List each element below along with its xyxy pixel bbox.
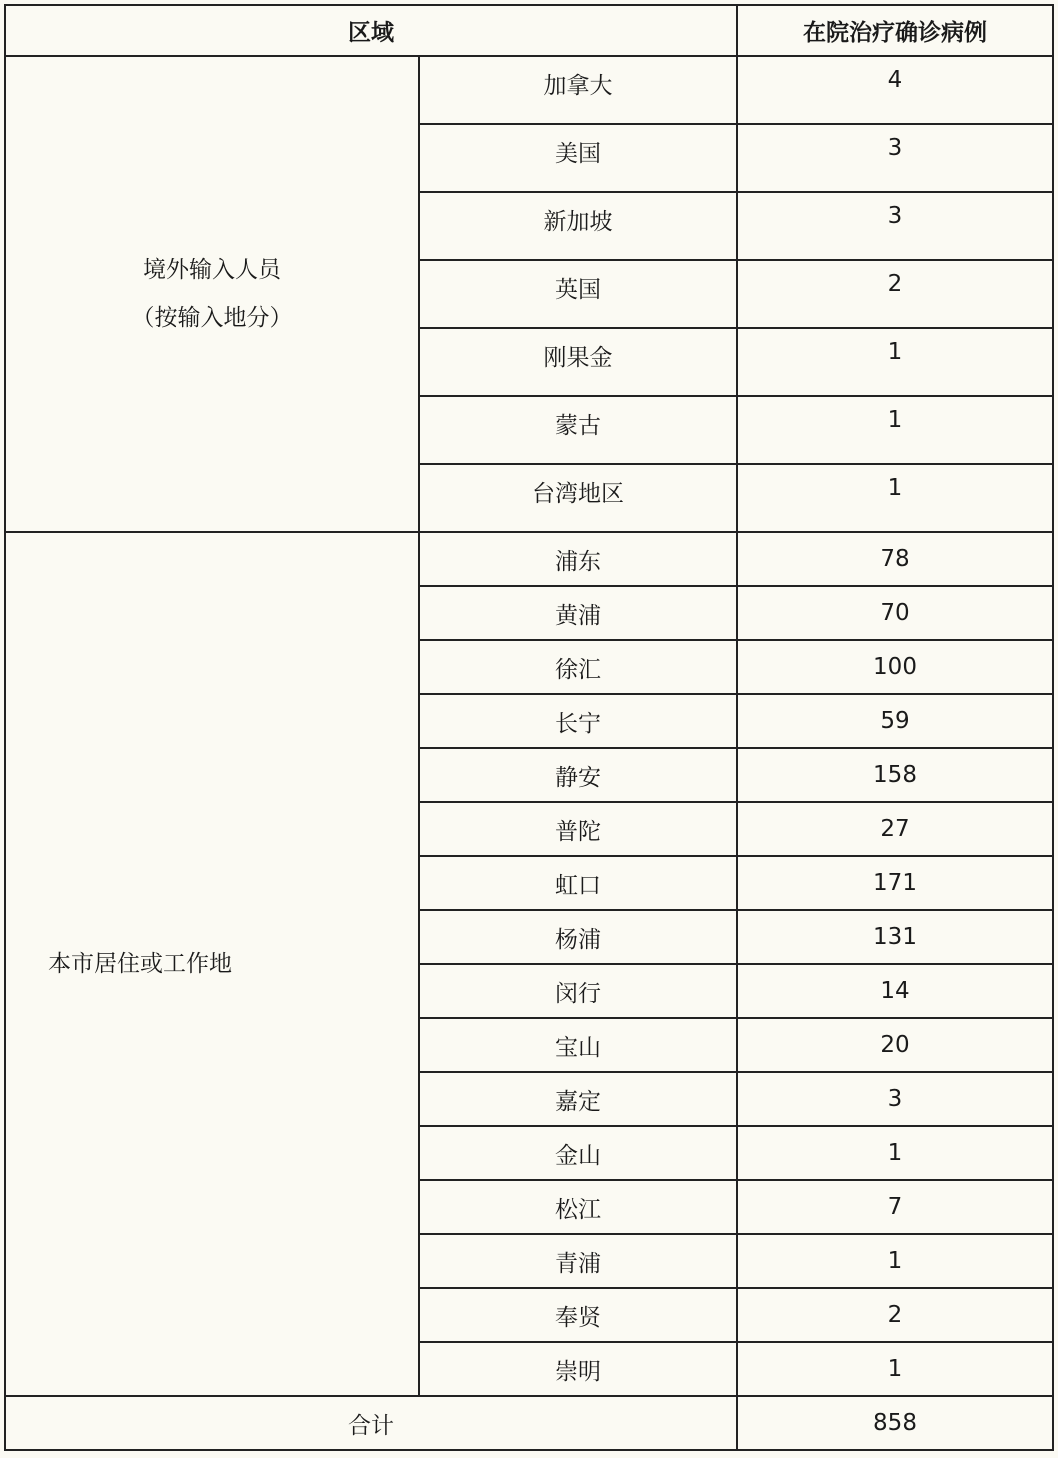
district-name: 奉贤 — [419, 1288, 737, 1342]
case-count: 78 — [737, 532, 1053, 586]
cases-table — [4, 4, 1054, 1451]
total-row — [5, 1396, 1053, 1450]
district-name: 松江 — [419, 1180, 737, 1234]
case-count: 100 — [737, 640, 1053, 694]
case-count: 1 — [737, 1126, 1053, 1180]
case-count: 1 — [737, 396, 1053, 464]
region-header: 区域 — [5, 5, 737, 56]
region-name: 美国 — [419, 124, 737, 192]
case-count: 20 — [737, 1018, 1053, 1072]
header-row — [5, 5, 1053, 56]
total-value: 858 — [737, 1396, 1053, 1450]
district-name: 静安 — [419, 748, 737, 802]
region-name: 蒙古 — [419, 396, 737, 464]
region-name: 加拿大 — [419, 56, 737, 124]
district-name: 杨浦 — [419, 910, 737, 964]
case-count: 158 — [737, 748, 1053, 802]
case-count: 14 — [737, 964, 1053, 1018]
district-name: 黄浦 — [419, 586, 737, 640]
count-header: 在院治疗确诊病例 — [737, 5, 1053, 56]
district-name: 宝山 — [419, 1018, 737, 1072]
district-name: 嘉定 — [419, 1072, 737, 1126]
region-name: 台湾地区 — [419, 464, 737, 532]
case-count: 1 — [737, 464, 1053, 532]
district-name: 徐汇 — [419, 640, 737, 694]
foreign-label-line2: （按输入地分） — [131, 305, 293, 331]
district-name: 浦东 — [419, 532, 737, 586]
case-count: 70 — [737, 586, 1053, 640]
case-count: 59 — [737, 694, 1053, 748]
case-count: 3 — [737, 1072, 1053, 1126]
local-group-label: 本市居住或工作地 — [5, 532, 419, 1396]
district-name: 普陀 — [419, 802, 737, 856]
table-row — [5, 532, 1053, 586]
case-count: 171 — [737, 856, 1053, 910]
district-name: 闵行 — [419, 964, 737, 1018]
case-count: 1 — [737, 328, 1053, 396]
case-count: 1 — [737, 1342, 1053, 1396]
region-name: 英国 — [419, 260, 737, 328]
region-name: 新加坡 — [419, 192, 737, 260]
case-count: 1 — [737, 1234, 1053, 1288]
case-count: 7 — [737, 1180, 1053, 1234]
case-count: 2 — [737, 260, 1053, 328]
case-count: 2 — [737, 1288, 1053, 1342]
case-count: 4 — [737, 56, 1053, 124]
case-count: 131 — [737, 910, 1053, 964]
case-count: 3 — [737, 192, 1053, 260]
district-name: 青浦 — [419, 1234, 737, 1288]
total-label: 合计 — [5, 1396, 737, 1450]
table-row — [5, 56, 1053, 124]
case-count: 27 — [737, 802, 1053, 856]
case-count: 3 — [737, 124, 1053, 192]
district-name: 崇明 — [419, 1342, 737, 1396]
district-name: 金山 — [419, 1126, 737, 1180]
district-name: 长宁 — [419, 694, 737, 748]
district-name: 虹口 — [419, 856, 737, 910]
foreign-group-label — [5, 56, 419, 532]
foreign-label-line1: 境外输入人员 — [143, 257, 281, 283]
region-name: 刚果金 — [419, 328, 737, 396]
